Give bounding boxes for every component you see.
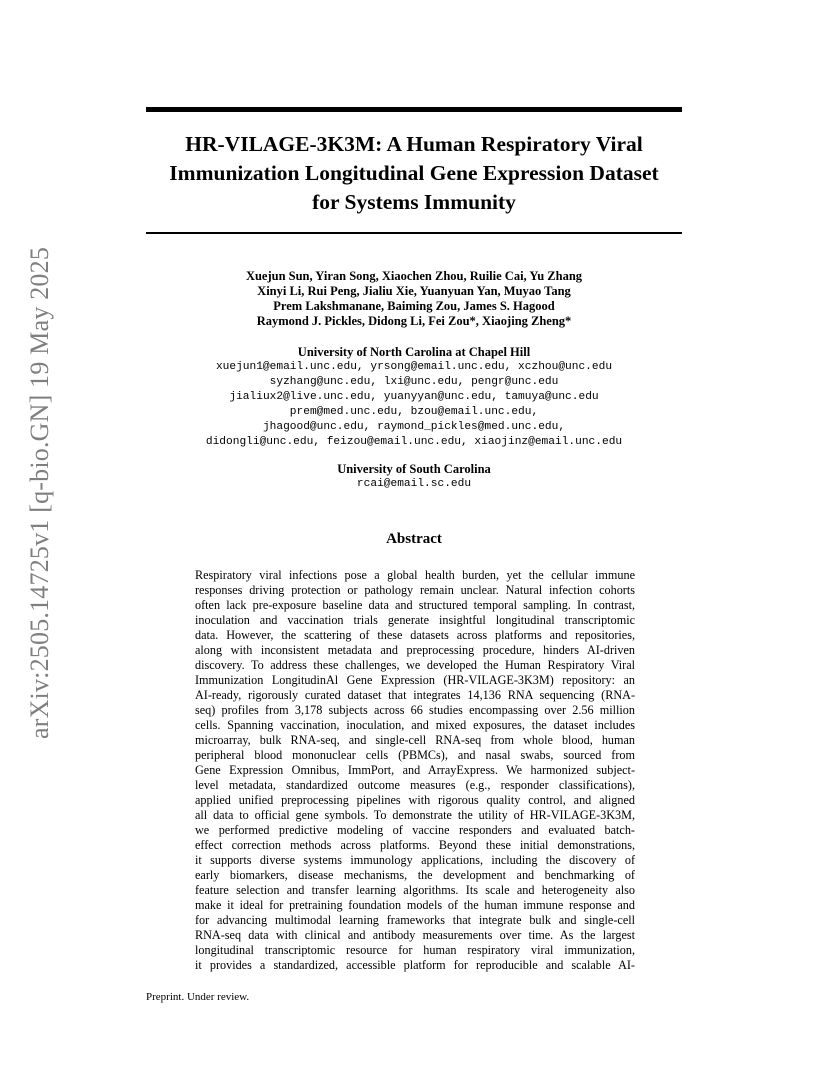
abstract-line: discovery. To address these challenges, we developed the Human Respiratory Viral [195,658,635,672]
abstract-line: it supports diverse systems immunology applications, including the discovery of [195,853,635,867]
abstract-line: microarray, bulk RNA-seq, and single-cell RNA-seq from whole blood, human [195,733,635,747]
abstract-heading: Abstract [386,531,442,547]
email-line: rcai@email.sc.edu [356,478,472,490]
title-line: for Systems Immunity [312,190,516,214]
email-line: xuejun1@email.unc.edu, yrsong@email.unc.edu, xczhou@unc.edu [215,361,613,373]
affiliation-usc [146,462,682,492]
abstract-line: it provides a standardized, accessible platform for reproducible and scalable AI- [195,958,635,972]
abstract-line: seq) profiles from 3,178 subjects across 66 studies encompassing over 2.56 million [195,703,635,717]
email-line: jialiux2@live.unc.edu, yuanyyan@unc.edu, tamuya@unc.edu [229,391,599,403]
author-line: Prem Lakshmanane, Baiming Zou, James S. Hagood [273,299,555,313]
abstract-line: RNA-seq data with clinical and antibody measurements over time. As the largest [195,928,635,942]
author-line: Xinyi Li, Rui Peng, Jialiu Xie, Yuanyuan Yan, Muyao Tang [257,284,571,298]
abstract-line: Gene Expression Omnibus, ImmPort, and ArrayExpress. We harmonized subject- [195,763,635,777]
abstract-line: cells. Spanning vaccination, inoculation, and mixed exposures, the dataset includes [195,718,635,732]
author-list [146,269,682,329]
preprint-footer: Preprint. Under review. [146,991,250,1003]
abstract-line: we performed predictive modeling of vaccine responders and evaluated batch- [195,823,635,837]
abstract-line: all data to official gene symbols. To demonstrate the utility of HR-VILAGE-3K3M, [195,808,635,822]
abstract-line: effect correction methods across platforms. Beyond these initial demonstrations, [195,838,635,852]
abstract-line: Immunization LongitudinAl Gene Expression (HR-VILAGE-3K3M) repository: an [195,673,635,687]
abstract-line: data. However, the scattering of these datasets across platforms and repositories, [195,628,635,642]
title-line: Immunization Longitudinal Gene Expression Dataset [169,161,659,185]
abstract-line: make it ideal for pretraining foundation models of the human immune response and [195,898,635,912]
abstract-line: peripheral blood mononuclear cells (PBMCs), and nasal swabs, sourced from [195,748,635,762]
abstract-line: early biomarkers, disease mechanisms, the development and benchmarking of [195,868,635,882]
abstract-body [195,568,635,973]
arxiv-id-text: arXiv:2505.14725v1 [q-bio.GN] 19 May 2025 [25,246,54,740]
abstract-line: level metadata, standardized outcome measures (e.g., responder classifications), [195,778,635,792]
title-top-rule [146,107,682,112]
abstract-line: Respiratory viral infections pose a global health burden, yet the cellular immune [195,568,635,582]
abstract-line: along with inconsistent metadata and preprocessing procedure, hinders AI-driven [195,643,635,657]
affiliation-unc [146,345,682,450]
affiliation-name: University of North Carolina at Chapel Hill [297,345,531,359]
email-line: syzhang@unc.edu, lxi@unc.edu, pengr@unc.edu [269,376,559,388]
arxiv-side-identifier [20,246,60,740]
affiliation-name: University of South Carolina [337,462,491,476]
abstract-line: feature selection and transfer learning algorithms. Its scale and heterogeneity also [195,883,635,897]
title-line: HR-VILAGE-3K3M: A Human Respiratory Viral [185,132,643,156]
abstract-line: AI-ready, rigorously curated dataset that integrates 14,136 RNA sequencing (RNA- [195,688,635,702]
title-bottom-rule [146,232,682,234]
email-line: prem@med.unc.edu, bzou@email.unc.edu, [289,406,539,418]
email-line: didongli@unc.edu, feizou@email.unc.edu, xiaojinz@email.unc.edu [205,436,623,448]
email-line: jhagood@unc.edu, raymond_pickles@med.unc.edu, [262,421,566,433]
author-line: Raymond J. Pickles, Didong Li, Fei Zou*, Xiaojing Zheng* [256,314,572,328]
paper-title [146,130,682,217]
author-line: Xuejun Sun, Yiran Song, Xiaochen Zhou, Ruilie Cai, Yu Zhang [245,269,583,283]
abstract-line: longitudinal transcriptomic resource for human respiratory viral immunization, [195,943,635,957]
abstract-line: applied unified preprocessing pipelines with rigorous quality control, and aligned [195,793,635,807]
abstract-line: often lack pre-exposure baseline data and structured temporal sampling. In contrast, [195,598,635,612]
abstract-line: responses driving protection or pathology remain unclear. Natural infection cohorts [195,583,635,597]
abstract-line: for advancing multimodal learning frameworks that integrate bulk and single-cell [195,913,635,927]
abstract-line: inoculation and vaccination trials generate insightful longitudinal transcriptomic [195,613,635,627]
